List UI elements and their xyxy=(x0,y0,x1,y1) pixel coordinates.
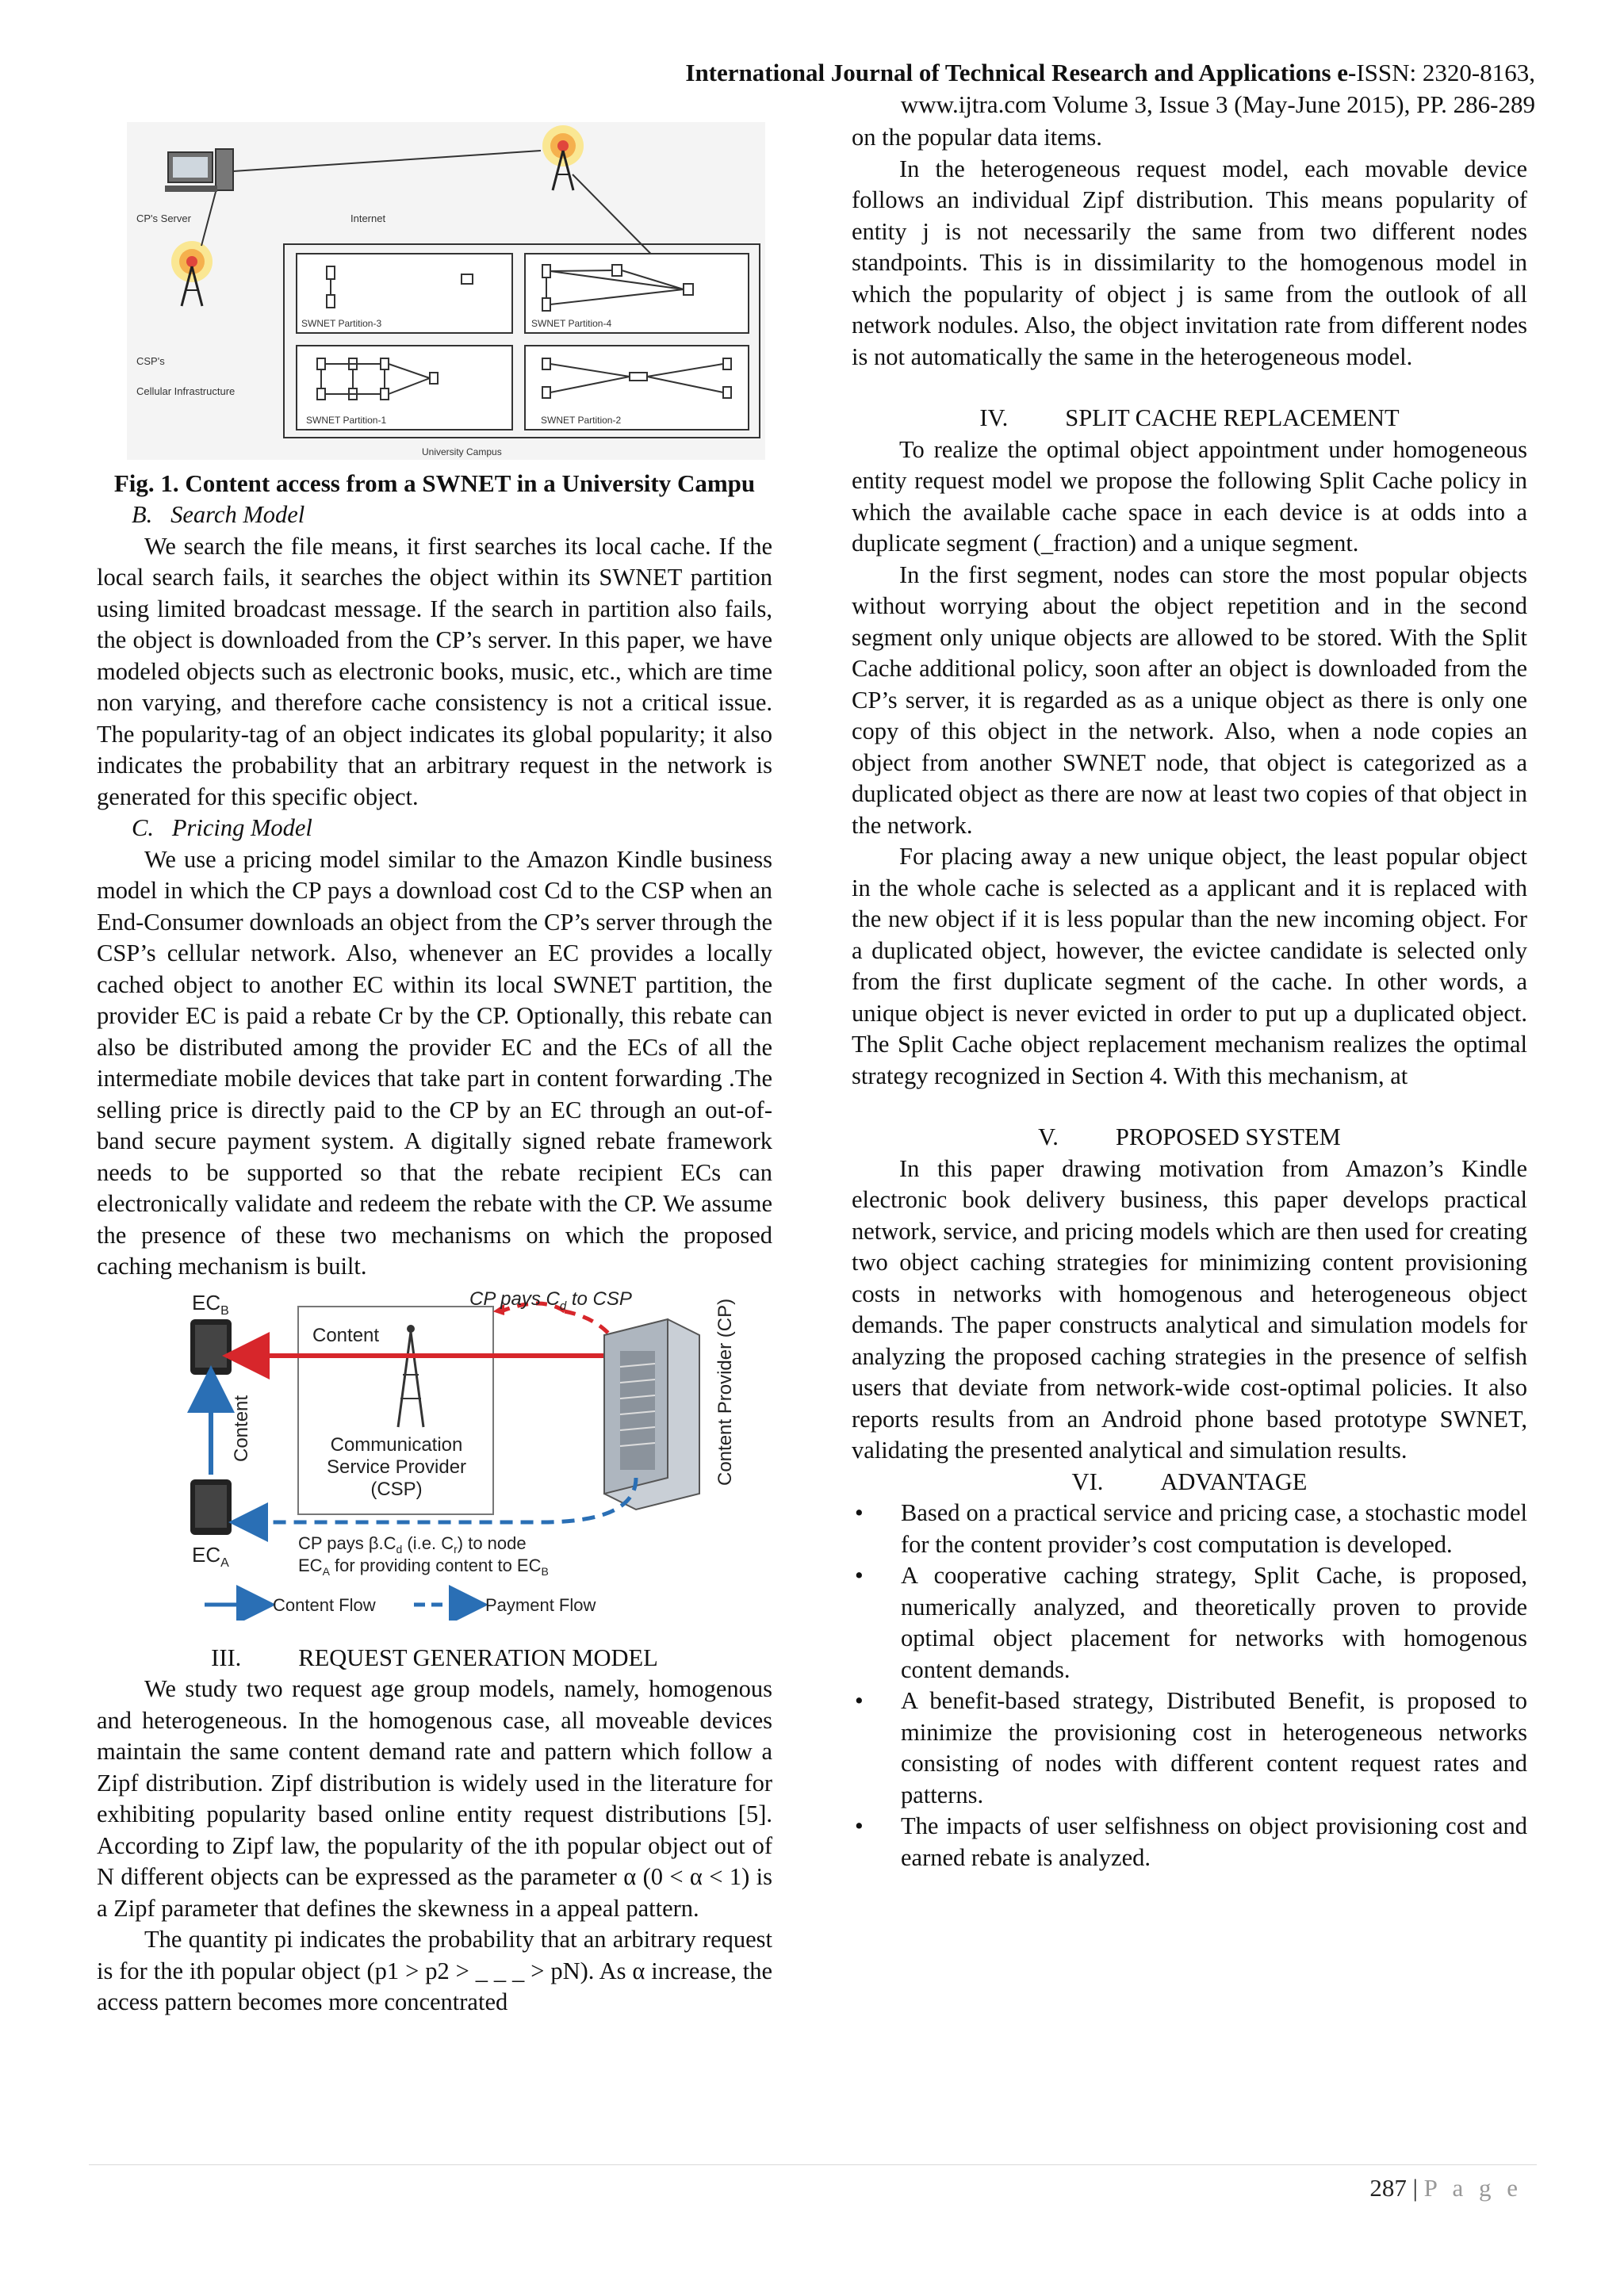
csp-line2: Service Provider xyxy=(326,1456,467,1478)
ecb-label: $EC_B$ xyxy=(192,1290,229,1318)
tablet-a-icon xyxy=(190,1479,232,1535)
section-3-paragraph-2: The quantity pi indicates the probability that an arbitrary request is for the ith popular object (p1 > p2 > _ _ _ > pN). As α increase, the access pattern becomes more concentrated xyxy=(97,1926,772,2015)
section-4-paragraph-3: For placing away a new unique object, the least popular object in the whole cache is selected as a applicant and it is replaced with the new object if it is less popular than the new incoming object. For a duplicated object, however, the evictee candidate is selected only from the first duplicate segment of the cache. In other words, a unique object is never evicted in order to put up a duplicated object. The Split Cache object replacement mechanism realizes the optimal strategy recognized in Section 4. With this mechanism, at xyxy=(852,843,1527,1089)
partition-1-label: SWNET Partition-1 xyxy=(306,415,387,426)
figure-2 xyxy=(97,1288,772,1621)
partition-4-label: SWNET Partition-4 xyxy=(531,318,612,329)
figure-1 xyxy=(97,119,772,468)
csp-line1: Communication xyxy=(330,1433,463,1456)
antenna-icon xyxy=(398,1325,423,1427)
page-number: 287 xyxy=(1369,2174,1407,2202)
section-4-paragraph-2: In the first segment, nodes can store the most popular objects without worrying about the object repetition and in the second segment only unique objects are allowed to be stored. With the Split Cache additional policy, soon after an object is downloaded from the CP’s server, it is regarded as as a unique object as there is only one copy of this object in the network. Also, when a node copies an object from another SWNET node, that object is categorized as a duplicated object as there are now at least two copies of that object in the network. xyxy=(852,561,1527,839)
payment-note-line2: $EC_A$ for providing content to $EC_B$ xyxy=(298,1555,549,1578)
legend-payment-flow: Payment Flow xyxy=(485,1594,596,1615)
footer-separator: | xyxy=(1406,2174,1424,2202)
figure-1-diagram xyxy=(97,119,772,468)
campus-label: University Campus xyxy=(422,446,502,457)
cp-server-label: CP's Server xyxy=(136,212,191,224)
section-3-paragraph-1: We study two request age group models, namely, homogenous and heterogeneous. In the homogenous case, all moveable devices maintain the same content demand rate and pattern which follow a Zipf distribution. Zipf distribution is widely used in the literature for exhibiting popularity based online entity request distributions [5]. According to Zipf law, the popularity of the ith popular object out of N different objects can be expressed as the parameter α (0 < α < 1) is a Zipf parameter that defines the skewness in a appeal pattern. xyxy=(97,1675,772,1922)
journal-volume: www.ijtra.com Volume 3, Issue 3 (May-June 2015), PP. 286-289 xyxy=(900,90,1535,118)
list-item: • The impacts of user selfishness on object provisioning cost and earned rebate is analyzed. xyxy=(852,1811,1527,1873)
section-3-heading: III. REQUEST GENERATION MODEL xyxy=(211,1644,658,1671)
list-item: • A benefit-based strategy, Distributed Benefit, is proposed to minimize the provisioning cost in heterogeneous networks consisting of nodes with different content request rates and patterns. xyxy=(852,1686,1527,1811)
cellular-label: Cellular Infrastructure xyxy=(136,385,236,397)
section-5-heading: V. PROPOSED SYSTEM xyxy=(1038,1123,1341,1150)
section-6-heading: VI. ADVANTAGE xyxy=(1071,1468,1308,1495)
footer-divider xyxy=(89,2164,1537,2165)
cp-pays-csp-label: CP pays $C_d$ to CSP xyxy=(469,1288,632,1313)
section-5-paragraph: In this paper drawing motivation from Amazon’s Kindle electronic book delivery business, this paper develops practical network, service, and pricing models which are then used for creating two object caching strategies for minimizing content provisioning costs in networks with homogenous and heterogeneous object demands. The paper constructs analytical and simulation models for analyzing the proposed caching strategies in the presence of selfish users that deviate from network-wide cost-optimal policies. It also reports results from an Android phone based prototype SWNET, validating the presented analytical and simulation results. xyxy=(852,1154,1527,1464)
tablet-b-icon xyxy=(190,1319,232,1375)
content-provider-label: Content Provider (CP) xyxy=(714,1298,736,1486)
csps-label: CSP's xyxy=(136,355,165,367)
server-icon xyxy=(604,1319,699,1510)
journal-header xyxy=(685,57,1535,121)
search-model-heading: B. Search Model xyxy=(132,501,305,528)
list-item: • Based on a practical service and pricing case, a stochastic model for the content provider’s cost computation is developed. xyxy=(852,1498,1527,1560)
heterogeneous-paragraph: In the heterogeneous request model, each movable device follows an individual Zipf distribution. This means popularity of entity j is not necessarily the same from two different nodes standpoints. This is in dissimilarity to the homogenous model in which the popularity of object j is same from the outlook of all network nodules. Also, the object invitation rate from different nodes is not automatically the same in the heterogeneous model. xyxy=(852,155,1527,370)
figure-1-caption: Fig. 1. Content access from a SWNET in a University Campu xyxy=(113,469,756,497)
list-item: • A cooperative caching strategy, Split Cache, is proposed, numerically analyzed, and theoretically proven to provide optimal object placement for networks with homogenous content demands. xyxy=(852,1560,1527,1686)
legend-content-flow: Content Flow xyxy=(273,1594,376,1615)
journal-issn: ISSN: 2320-8163, xyxy=(1356,59,1535,86)
content-vertical-label: Content xyxy=(231,1395,252,1462)
advantage-list xyxy=(852,1498,1527,1873)
eca-label: $EC_A$ xyxy=(192,1542,229,1570)
page-footer xyxy=(1369,2172,1522,2204)
partition-2-label: SWNET Partition-2 xyxy=(541,415,622,426)
csp-line3: (CSP) xyxy=(370,1478,423,1500)
payment-note-line1: CP pays $\beta.C_d$ (i.e. $C_r$) to node xyxy=(298,1533,527,1556)
section-4-paragraph-1: To realize the optimal object appointment under homogeneous entity request model we propose the following Split Cache policy in which the available cache space in each device is at odds into a duplicate segment (_fraction) and a unique segment. xyxy=(852,435,1527,557)
internet-label: Internet xyxy=(350,212,386,224)
content-arrow-label: Content xyxy=(312,1324,380,1346)
left-column xyxy=(97,119,772,2019)
pricing-model-heading: C. Pricing Model xyxy=(132,814,312,841)
right-column xyxy=(852,122,1527,1873)
continued-line: on the popular data items. xyxy=(852,124,1102,151)
search-model-paragraph: We search the file means, it first searches its local cache. If the local search fails, it searches the object within its SWNET partition using limited broadcast message. If the search in partition also fails, the object is downloaded from the CP’s server. In this paper, we have modeled objects such as electronic books, music, etc., which are time non varying, and therefore cache consistency is not a critical issue. The popularity-tag of an object indicates its global popularity; it also indicates the probability that an arbitrary request in the network is generated for this specific object. xyxy=(97,532,772,810)
pricing-model-paragraph: We use a pricing model similar to the Amazon Kindle business model in which the CP pays a download cost Cd to the CSP when an End-Consumer downloads an object from the CP’s server through the CSP’s cellular network. Also, whenever an EC provides a locally cached object to another EC within its local SWNET partition, the provider EC is paid a rebate Cr by the CP. Optionally, this rebate can also be distributed among the provider EC and the ECs of all the intermediate mobile devices that take part in content forwarding .The selling price is directly paid to the CP by an EC through an out-of-band secure payment system. A digitally signed rebate framework needs to be supported so that the rebate recipient ECs can electronically validate and redeem the rebate with the CP. We assume the presence of these two mechanisms on which the proposed caching mechanism is built. xyxy=(97,845,772,1280)
journal-title: International Journal of Technical Research and Applications e- xyxy=(685,59,1357,86)
partition-3-label: SWNET Partition-3 xyxy=(301,318,382,329)
page-label: P a g e xyxy=(1423,2174,1522,2202)
section-4-heading: IV. SPLIT CACHE REPLACEMENT xyxy=(979,404,1400,431)
figure-2-diagram xyxy=(97,1288,772,1621)
